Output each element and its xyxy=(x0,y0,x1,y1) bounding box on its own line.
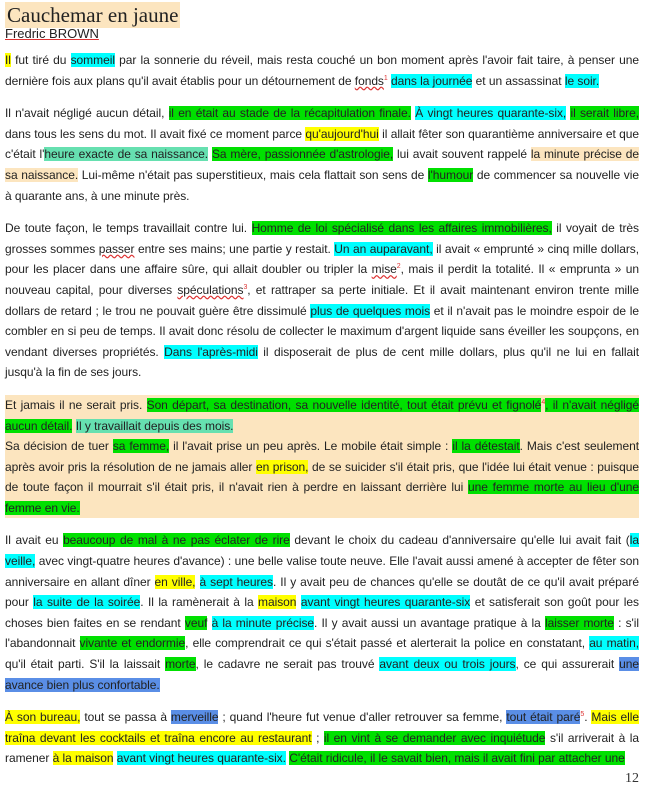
text-run: , elle comprendrait ce qui s'était passé et alerterait la police en constatant, xyxy=(185,636,590,651)
text-run: Et jamais il ne serait pris. xyxy=(5,397,147,412)
highlighted-text: laisser morte xyxy=(544,615,614,630)
highlighted-text: à la minute précise xyxy=(211,615,315,630)
paragraph xyxy=(5,218,639,383)
text-run: . Mais c'est seulement après avoir pris la résolution de ne jamais aller xyxy=(5,439,639,474)
text-run: , et rattraper sa perte initiale. Et il avait maintenant environ trente mille dollars de retard ; le trou ne pouvait guère être dissimulé xyxy=(5,282,639,318)
highlighted-text: avant deux ou trois jours xyxy=(379,657,516,672)
text-run: , ce qui assurerait xyxy=(515,657,620,672)
highlighted-text: dans la journée xyxy=(391,73,473,88)
text-run: Lui-même n'était pas superstitieux, mais cela flattait son sens de xyxy=(78,167,428,182)
highlighted-text: à la maison xyxy=(52,751,114,766)
highlighted-text: heure exacte de sa naissance. xyxy=(44,147,209,162)
highlighted-text: veuf xyxy=(184,615,208,630)
author-name: Fredric BROWN xyxy=(5,26,99,41)
highlighted-text: Un an auparavant, xyxy=(334,241,433,256)
text-run: Il n'avait négligé aucun détail, xyxy=(5,106,169,121)
text-run: et il n'avait pas le moindre espoir de le combler en si peu de temps. Il avait donc résolu de collecter le maximum d'argent liquide sans éveiller les soupçons, en vendant diverses propriétés. xyxy=(5,303,639,359)
highlighted-text: sommeil xyxy=(70,53,115,67)
document-body xyxy=(5,50,639,781)
text-run: avec vingt-quatre heures d'avance) : une belle valise toute neuve. Elle l'avait aussi amené à accepter de fêter son anniversaire en allant dîner xyxy=(5,554,639,589)
text-run: il disposerait de plus de cent mille dollars, plus qu'il ne lui en fallait jusqu'à la fin de ses jours. xyxy=(5,344,640,380)
footnote-marker: 1 xyxy=(383,74,388,82)
text-run: Sa décision de tuer xyxy=(5,439,113,454)
text-run: il allait fêter son quarantième anniversaire et que c'était l' xyxy=(5,126,639,162)
text-run: de commencer sa nouvelle vie à quarante ans, à une minute près. xyxy=(5,167,639,203)
text-run: . Il y avait peu de chances qu'elle se doutât de ce qu'il avait préparé pour xyxy=(5,574,639,610)
highlighted-text: Sa mère, passionnée d'astrologie, xyxy=(211,147,394,162)
text-run: s'il arriverait à la ramener xyxy=(5,730,639,766)
text-run: il voyait de très grosses sommes xyxy=(5,221,639,256)
highlighted-text: À son bureau, xyxy=(5,710,81,725)
paragraph xyxy=(5,50,639,91)
text-run: . xyxy=(584,710,592,725)
text-run: , mais il perdit la totalité. Il « emprunta » un nouveau capital, pour diverses xyxy=(5,262,639,297)
text-run: Il avait eu xyxy=(5,533,64,548)
highlighted-text: à sept heures xyxy=(199,574,274,589)
highlighted-text: une avance bien plus confortable. xyxy=(5,657,640,692)
text-run: et un assassinat xyxy=(472,73,565,88)
text-run: il l'avait prise un peu après. Le mobile était simple : xyxy=(169,439,453,454)
highlighted-text: tout était paré xyxy=(506,710,581,725)
text-run: . Il la ramènerait à la xyxy=(140,595,259,610)
highlighted-text: qu'aujourd'hui xyxy=(305,126,379,141)
highlighted-text: mise xyxy=(371,262,397,277)
highlighted-text: C'était ridicule, il le savait bien, mais il avait fini par attacher une xyxy=(289,751,625,766)
paragraph xyxy=(5,395,639,436)
highlighted-text: il serait libre, xyxy=(570,106,639,121)
highlighted-text: avant vingt heures quarante-six. xyxy=(116,751,286,766)
highlighted-text: Il xyxy=(5,53,11,67)
text-run: , le cadavre ne serait pas trouvé xyxy=(195,657,380,672)
text-run: : s'il l'abandonnait xyxy=(5,615,639,651)
text-run: devant le choix du cadeau d'anniversaire qu'elle lui avait fait ( xyxy=(289,533,630,548)
highlighted-text: la veille, xyxy=(5,533,640,569)
text-run: ; quand l'heure fut venue d'aller retrouver sa femme, xyxy=(218,710,507,725)
highlighted-text: le soir. xyxy=(564,73,600,88)
paragraph xyxy=(5,436,639,518)
highlighted-text: fonds xyxy=(354,73,384,88)
highlighted-text: plus de quelques mois xyxy=(310,303,431,318)
highlighted-text: merveille xyxy=(170,710,219,725)
highlighted-text: Il y travaillait depuis des mois. xyxy=(75,418,234,433)
highlighted-text: Dans l'après-midi xyxy=(164,344,258,359)
text-run: de se suicider s'il était pris, que l'idée lui était venue : puisque de toute façon il mourrait s'il était pris, il n'avait rien à perdre en laissant derrière lui xyxy=(5,459,639,495)
page-number: 12 xyxy=(625,771,639,786)
paragraph xyxy=(5,707,639,769)
footnote-marker: 3 xyxy=(243,283,248,291)
highlighted-text: au matin, xyxy=(589,636,639,651)
highlighted-text: passer xyxy=(98,241,135,256)
highlighted-text: en prison, xyxy=(255,459,309,474)
highlighted-text: beaucoup de mal à ne pas éclater de rire xyxy=(63,533,290,548)
text-run: entre ses mains; une partie y restait. xyxy=(134,241,335,256)
text-run: il avait « emprunté » cinq mille dollars, pour les placer dans une affaire sûre, qui allait doubler ou tripler la xyxy=(5,241,640,277)
highlighted-text: vivante et endormie xyxy=(79,636,186,651)
text-run: lui avait souvent rappelé xyxy=(393,147,531,162)
highlighted-text: Homme de loi spécialisé dans les affaires immobilières, xyxy=(251,221,552,236)
paragraph xyxy=(5,530,639,695)
footnote-marker: 2 xyxy=(396,263,401,271)
highlighted-text: la minute précise de sa naissance. xyxy=(5,147,640,182)
text-run: . Il y avait aussi un avantage pratique à la xyxy=(314,615,545,630)
page-title: Cauchemar en jaune xyxy=(7,3,179,27)
highlighted-text: en ville, xyxy=(154,574,196,589)
text-run: dans tous les sens du mot. Il avait fixé ce moment parce xyxy=(5,126,306,141)
text-run: De toute façon, le temps travaillait contre lui. xyxy=(5,221,252,236)
highlighted-text: Son départ, sa destination, sa nouvelle identité, tout était prévu et fignolé xyxy=(146,397,542,412)
highlighted-text: une femme morte au lieu d'une femme en vie. xyxy=(5,480,639,515)
footnote-marker: 5 xyxy=(580,711,585,719)
highlighted-text: morte xyxy=(165,657,196,672)
highlighted-text: spéculations xyxy=(177,282,244,297)
highlighted-text: la suite de la soirée xyxy=(33,595,141,610)
highlighted-text: avant vingt heures quarante-six xyxy=(300,595,471,610)
text-run xyxy=(195,575,199,589)
text-run xyxy=(207,616,211,630)
text-run: tout se passa à xyxy=(80,710,171,725)
highlighted-text: À vingt heures quarante-six, xyxy=(415,106,567,121)
highlighted-text: Mais elle traîna devant les cocktails et traîna encore au restaurant xyxy=(5,710,639,745)
highlighted-text: il la détestait xyxy=(452,439,520,454)
highlighted-text: il en était au stade de la récapitulation finale. xyxy=(168,106,411,121)
text-run: et satisferait son goût pour les choses bien faites en se rendant xyxy=(5,595,639,630)
text-run: ; xyxy=(311,730,324,745)
highlighted-text: l'humour xyxy=(427,167,474,182)
text-run: fut tiré du xyxy=(10,53,71,67)
text-run: par la sonnerie du réveil, mais resta couché un bon moment après l'avoir fait taire, à penser une dernière fois aux plans qu'il avait établis pour un détournement de xyxy=(5,53,640,88)
text-run: qu'il était parti. S'il la laissait xyxy=(5,657,166,672)
footnote-marker: 4 xyxy=(541,398,546,406)
highlighted-text: il en vint à se demander avec inquiétude xyxy=(323,730,546,745)
paragraph xyxy=(5,103,639,206)
highlighted-text: maison xyxy=(258,595,297,610)
highlighted-text: , il n'avait négligé aucun détail. xyxy=(5,397,640,433)
highlighted-text: sa femme, xyxy=(112,439,170,454)
